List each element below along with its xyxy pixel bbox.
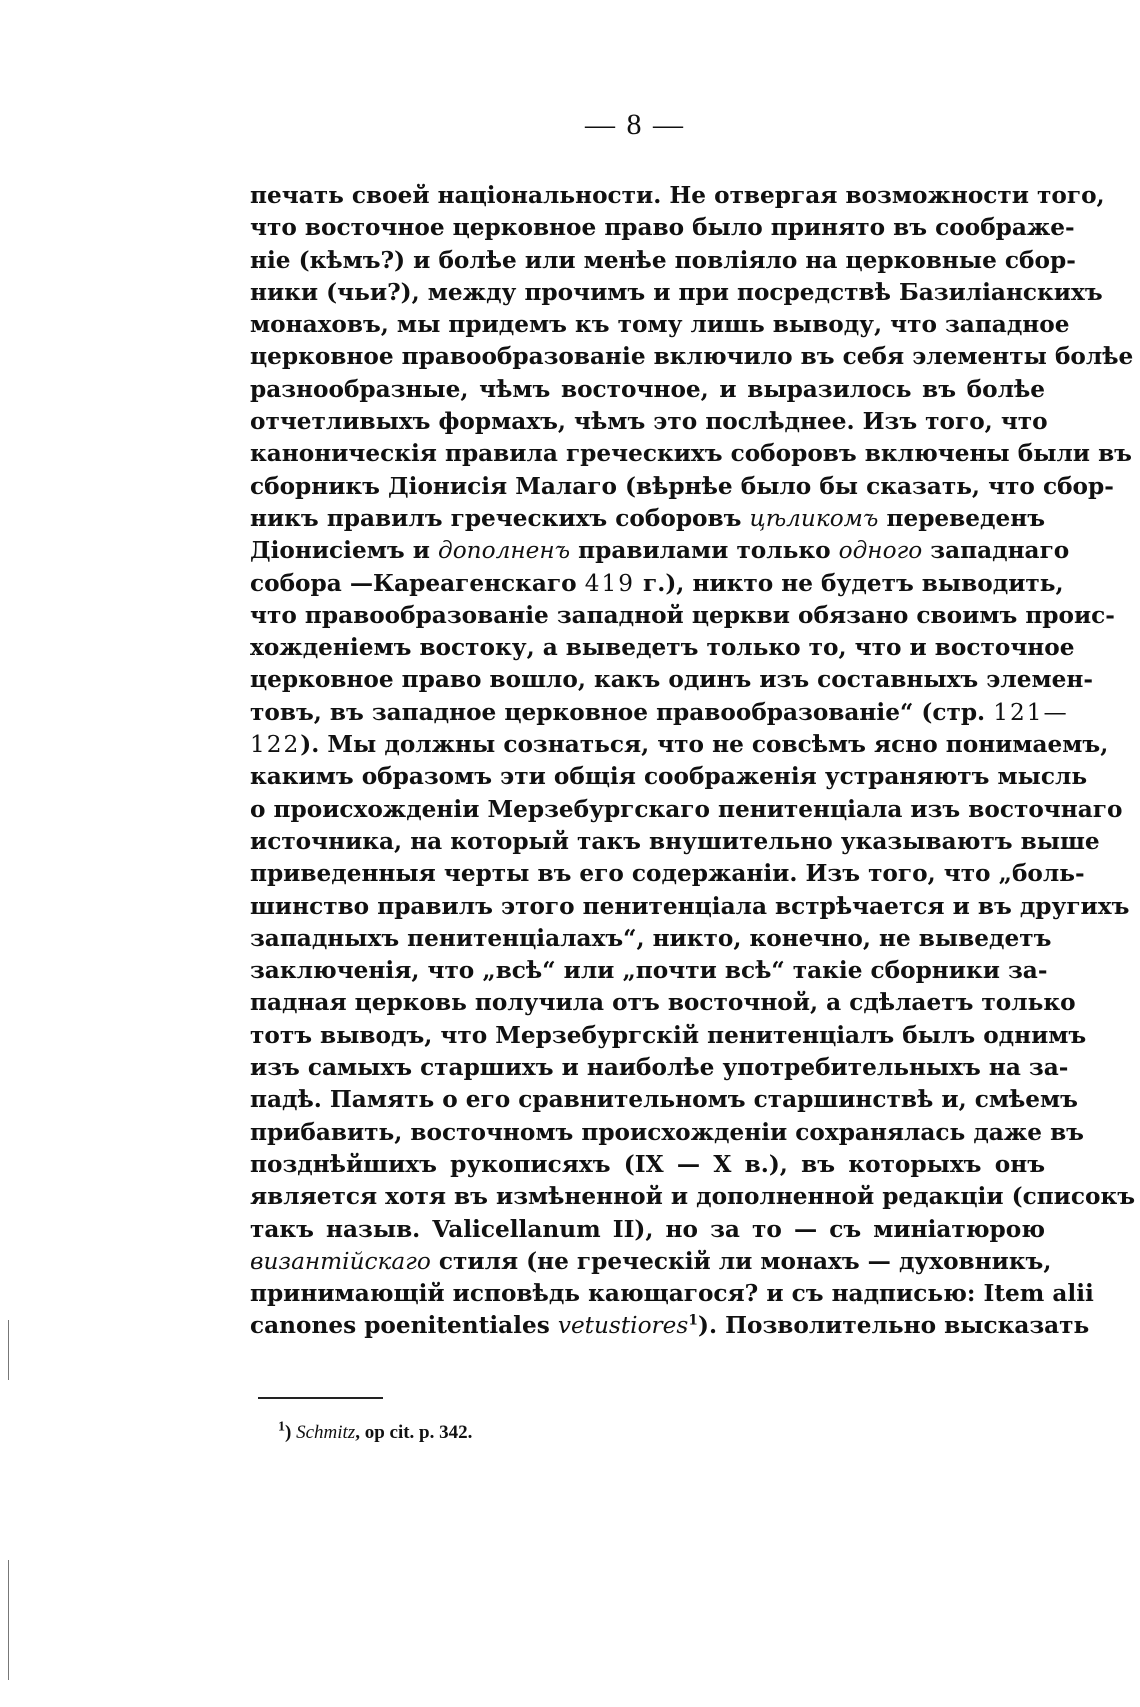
line-segment: ). Мы должны сознаться, что не совсѣмъ ясно понимаемъ, (300, 731, 1109, 759)
line-segment: падѣ. Память о его сравнительномъ старшинствѣ и, смѣемъ (250, 1086, 1078, 1114)
text-line (250, 664, 1093, 696)
text-line (250, 406, 1048, 438)
line-segment: позднѣйшихъ рукописяхъ (IX — X в.), въ которыхъ онъ (250, 1150, 1045, 1178)
text-line (250, 1310, 1090, 1342)
line-segment: никъ правилъ греческихъ соборовъ (250, 504, 750, 532)
line-segment: монаховъ, мы придемъ къ тому лишь выводу, что западное (250, 311, 1070, 339)
line-segment: г.), никто не будетъ выводить, (634, 569, 1064, 597)
text-line (250, 1214, 1045, 1246)
line-segment: ). Позволительно высказать (697, 1312, 1090, 1340)
text-line (250, 923, 1052, 955)
line-segment: отчетливыхъ формахъ, чѣмъ это послѣднее. Изъ того, что (250, 408, 1048, 436)
line-segment: цѣликомъ (749, 504, 879, 532)
line-segment: такъ назыв. Valicellanum II), но за то — съ миніатюрою (250, 1215, 1045, 1243)
line-segment: дополненъ (438, 537, 571, 565)
page-number: — 8 — (585, 108, 685, 141)
text-line (250, 341, 1134, 373)
line-segment: ніе (кѣмъ?) и болѣе или менѣе повліяло на церковные сбор- (250, 246, 1076, 274)
line-segment: собора —Кареагенскаго (250, 569, 585, 597)
line-segment: 1 (688, 1312, 698, 1329)
line-segment: принимающій исповѣдь кающагося? и съ надписью: Item alii (250, 1280, 1094, 1308)
text-line (250, 1278, 1094, 1310)
line-segment: стиля (не греческій ли монахъ — духовникъ, (430, 1247, 1052, 1275)
line-segment: что правообразованіе западной церкви обязано своимъ проис- (250, 601, 1115, 629)
text-line (250, 826, 1100, 858)
text-line (250, 600, 1115, 632)
scan-margin-mark (8, 1560, 9, 1680)
line-segment: товъ, въ западное церковное правообразованіе“ (стр. (250, 698, 994, 726)
text-line (250, 1117, 1084, 1149)
text-line (250, 955, 1048, 987)
line-segment: западнаго (922, 537, 1070, 565)
line-segment: ники (чьи?), между прочимъ и при посредствѣ Базиліанскихъ (250, 278, 1103, 306)
text-line (250, 1084, 1078, 1116)
line-segment: какимъ образомъ эти общія соображенія устраняютъ мысль (250, 763, 1088, 791)
line-segment: шинство правилъ этого пенитенціала встрѣчается и въ другихъ (250, 892, 1130, 920)
text-line (250, 891, 1130, 923)
footnote-divider (258, 1397, 383, 1399)
text-line (250, 1052, 1069, 1084)
text-line (250, 503, 1045, 535)
line-segment: Діонисіемъ и (250, 537, 439, 565)
footnote-text: , op cit. p. 342. (355, 1422, 473, 1443)
text-line (250, 245, 1076, 277)
footnote-marker: 1 (278, 1419, 285, 1435)
text-line (250, 794, 1123, 826)
line-segment: печать своей національности. Не отвергая возможности того, (250, 182, 1105, 209)
text-line (250, 632, 1075, 664)
line-segment: падная церковь получила отъ восточной, а сдѣлаетъ только (250, 989, 1076, 1017)
line-segment: является хотя въ измѣненной и дополненной редакціи (списокъ (250, 1183, 1135, 1211)
text-line (250, 471, 1114, 503)
text-line (250, 987, 1076, 1019)
line-segment: разнообразные, чѣмъ восточное, и выразилось въ болѣе (250, 375, 1045, 403)
line-segment: правилами только (570, 537, 839, 565)
text-line (250, 1246, 1052, 1278)
text-line (250, 374, 1045, 406)
text-line (250, 1020, 1087, 1052)
line-segment: что восточное церковное право было принято въ соображе- (250, 214, 1075, 242)
line-segment: церковное правообразованіе включило въ себя элементы болѣе (250, 343, 1134, 371)
line-segment: canones poenitentiales (250, 1312, 558, 1340)
line-segment: 122 (250, 731, 301, 759)
line-segment: византійскаго (250, 1247, 431, 1275)
line-segment: хожденіемъ востоку, а выведетъ только то, что и восточное (250, 634, 1075, 662)
line-segment: заключенія, что „всѣ“ или „почти всѣ“ такіе сборники за- (250, 957, 1048, 985)
text-line (250, 697, 1069, 729)
text-line (250, 729, 1109, 761)
line-segment: переведенъ (878, 504, 1046, 532)
line-segment: источника, на который такъ внушительно указываютъ выше (250, 827, 1100, 855)
line-segment: одного (838, 537, 923, 565)
text-line (250, 212, 1075, 244)
scan-margin-mark (8, 1320, 9, 1380)
line-segment: изъ самыхъ старшихъ и наиболѣе употребительныхъ на за- (250, 1054, 1069, 1082)
line-segment: 121— (993, 698, 1069, 726)
line-segment: каноническія правила греческихъ соборовъ включены были въ (250, 440, 1132, 468)
footnote-author: Schmitz (296, 1422, 356, 1443)
text-line (250, 1149, 1045, 1181)
line-segment: 419 (584, 569, 635, 597)
line-segment: церковное право вошло, какъ одинъ изъ составныхъ элемен- (250, 666, 1093, 694)
text-line (250, 1181, 1135, 1213)
line-segment: прибавить, восточномъ происхожденіи сохранялась даже въ (250, 1118, 1084, 1146)
footnote: $^1$) Schmitz, op cit. p. 342. (278, 1419, 473, 1443)
line-segment: приведенныя черты въ его содержаніи. Изъ того, что „боль- (250, 860, 1085, 888)
text-line (250, 277, 1103, 309)
line-segment: тотъ выводъ, что Мерзебургскій пенитенціалъ былъ однимъ (250, 1021, 1087, 1049)
text-line (250, 568, 1064, 600)
text-line (250, 858, 1085, 890)
line-segment: vetustiores (557, 1312, 689, 1340)
text-line (250, 180, 1105, 212)
text-line (250, 309, 1070, 341)
body-text (250, 180, 1135, 1343)
line-segment: сборникъ Діонисія Малаго (вѣрнѣе было бы сказать, что сбор- (250, 472, 1114, 500)
line-segment: о происхожденіи Мерзебургскаго пенитенціала изъ восточнаго (250, 795, 1123, 823)
line-segment: западныхъ пенитенціалахъ“, никто, конечно, не выведетъ (250, 924, 1052, 952)
text-line (250, 438, 1132, 470)
text-line (250, 535, 1070, 567)
text-line (250, 761, 1088, 793)
